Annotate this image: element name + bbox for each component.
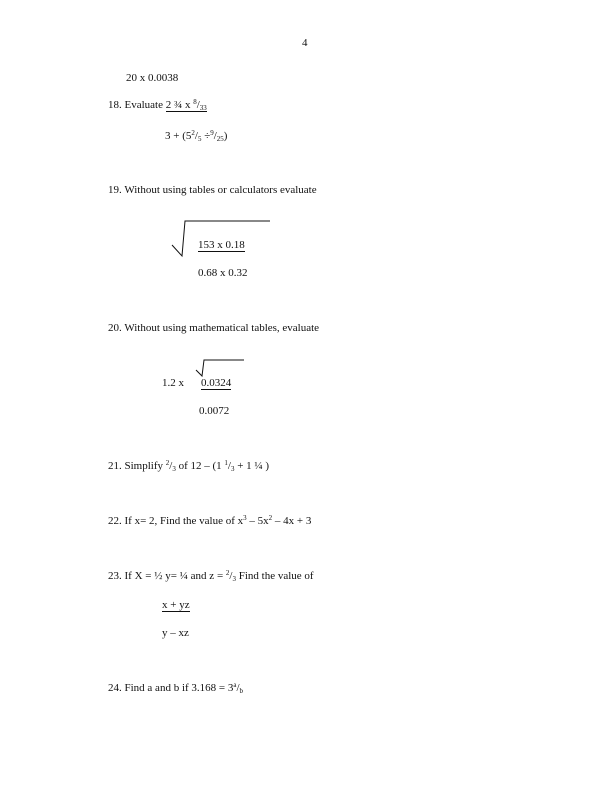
question-number: 18. <box>108 99 122 111</box>
question-number: 24. <box>108 682 122 694</box>
question-number: 20. <box>108 322 122 334</box>
fraction-numerator: 2 ¾ x $^8/_{33}$ <box>165 98 207 112</box>
prefix-multiplier: 1.2 x <box>162 377 184 389</box>
question-22: 22. If x= 2, Find the value of $x^3 - 5x^2 - 4x + 3$ <box>108 514 312 527</box>
fraction-denominator: $3 + (5^2/_5 \div^9/_{25})$ <box>165 129 228 143</box>
fraction-denominator: 0.68 x 0.32 <box>198 267 248 279</box>
question-20 <box>108 323 319 334</box>
question-19 <box>108 185 317 196</box>
carryover-denominator: 20 x 0.0038 <box>126 72 179 84</box>
question-prompt: Evaluate <box>124 99 163 111</box>
fraction-denominator: 0.0072 <box>199 405 230 417</box>
fraction-denominator: y – xz <box>162 627 189 639</box>
question-number: 21. <box>108 460 122 472</box>
question-24: 24. Find a and b if $3.168 = 3^a/_b$ <box>108 681 244 695</box>
question-23: 23. If X = ½ y= ¼ and $z = ^2/_3$ Find the value of <box>108 569 314 583</box>
question-number: 23. <box>108 570 122 582</box>
question-number: 19. <box>108 184 122 196</box>
fraction-numerator: x + yz <box>162 599 190 611</box>
question-18 <box>108 100 207 111</box>
fraction-numerator: 153 x 0.18 <box>198 239 245 251</box>
question-prompt: Without using mathematical tables, evaluate <box>124 322 320 334</box>
question-prompt: Without using tables or calculators evaluate <box>124 184 317 196</box>
question-21: 21. Simplify $^2/_3$ of 12 – (1 $^1/_3 + 1$ ¼ ) <box>108 459 270 473</box>
question-number: 22. <box>108 515 122 527</box>
page-number: 4 <box>302 37 308 49</box>
fraction-numerator: 0.0324 <box>201 377 232 389</box>
